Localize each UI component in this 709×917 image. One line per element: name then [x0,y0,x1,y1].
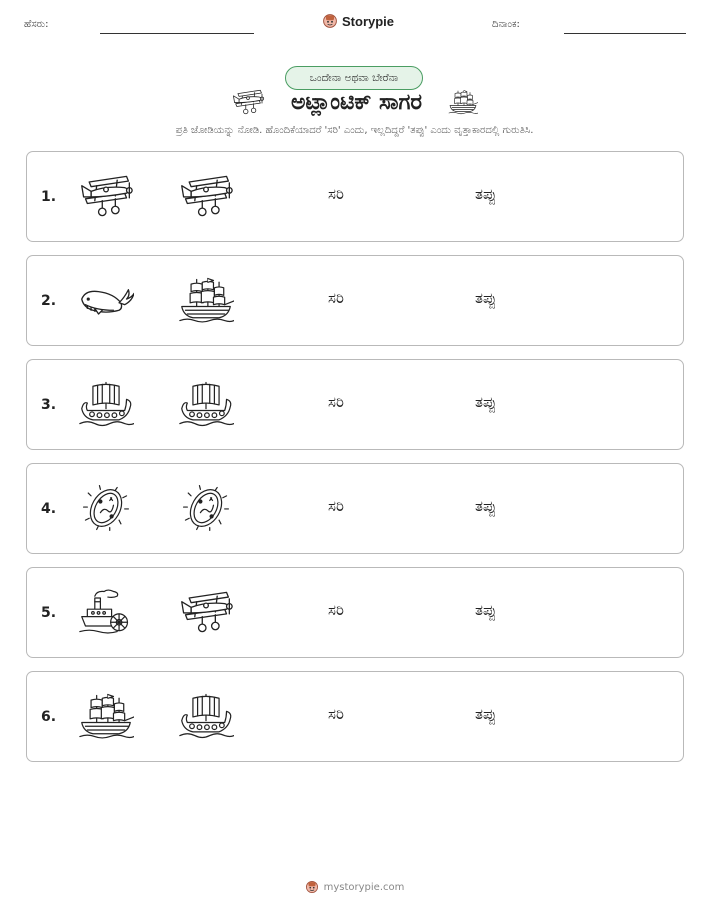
biplane-icon [178,170,234,222]
title-row [0,88,709,116]
option-correct[interactable]: ಸರಿ [328,289,344,307]
question-number: 2. [41,293,57,309]
biplane-icon [231,88,265,116]
option-wrong[interactable]: ತಪ್ಪು [475,185,497,203]
option-correct[interactable]: ಸರಿ [328,393,344,411]
option-wrong[interactable]: ತಪ್ಪು [475,601,497,619]
galleon-icon [78,690,134,742]
question-row [26,255,684,346]
instructions: ಪ್ರತಿ ಜೋಡಿಯನ್ನು ನೋಡಿ. ಹೊಂದಿಕೆಯಾದರೆ 'ಸರಿ' ಎಂದು, ಇಲ್ಲದಿದ್ದರೆ 'ತಪ್ಪು' ಎಂದು ವೃತ್ತಾಕಾರದಲ್ಲಿ ಗುರುತಿಸಿ. [175,125,534,136]
biplane-icon [178,586,234,638]
option-correct[interactable]: ಸರಿ [328,185,344,203]
question-number: 5. [41,605,57,621]
microbe-icon [78,482,134,534]
question-row [26,463,684,554]
date-line[interactable] [564,33,686,34]
date-label: ದಿನಾಂಕ: [492,19,520,30]
name-label: ಹೆಸರು: [24,19,49,30]
option-correct[interactable]: ಸರಿ [328,601,344,619]
footer [0,880,709,894]
question-row [26,671,684,762]
question-number: 3. [41,397,57,413]
whale-icon [78,274,134,326]
biplane-icon [78,170,134,222]
storypie-logo-icon [322,13,338,29]
option-wrong[interactable]: ತಪ್ಪು [475,705,497,723]
question-number: 1. [41,189,57,205]
galleon-icon [448,88,478,116]
brand-name: Storypie [342,13,395,29]
option-correct[interactable]: ಸರಿ [328,705,344,723]
galleon-icon [178,274,234,326]
question-row [26,359,684,450]
option-wrong[interactable]: ತಪ್ಪು [475,289,497,307]
viking-ship-icon [178,378,234,430]
microbe-icon [178,482,234,534]
question-row [26,151,684,242]
name-line[interactable] [100,33,254,34]
question-number: 6. [41,709,57,725]
steamboat-icon [78,586,134,638]
option-correct[interactable]: ಸರಿ [328,497,344,515]
option-wrong[interactable]: ತಪ್ಪು [475,497,497,515]
question-row [26,567,684,658]
viking-ship-icon [78,378,134,430]
footer-url: mystorypie.com [323,881,405,893]
option-wrong[interactable]: ತಪ್ಪು [475,393,497,411]
page-title: ಅಟ್ಲಾಂಟಿಕ್ ಸಾಗರ [290,89,423,115]
storypie-logo-icon [305,880,319,894]
brand [322,13,394,29]
viking-ship-icon [178,690,234,742]
question-number: 4. [41,501,57,517]
worksheet-type-pill: ಒಂದೇನಾ ಅಥವಾ ಬೇರೆನಾ [285,66,423,90]
